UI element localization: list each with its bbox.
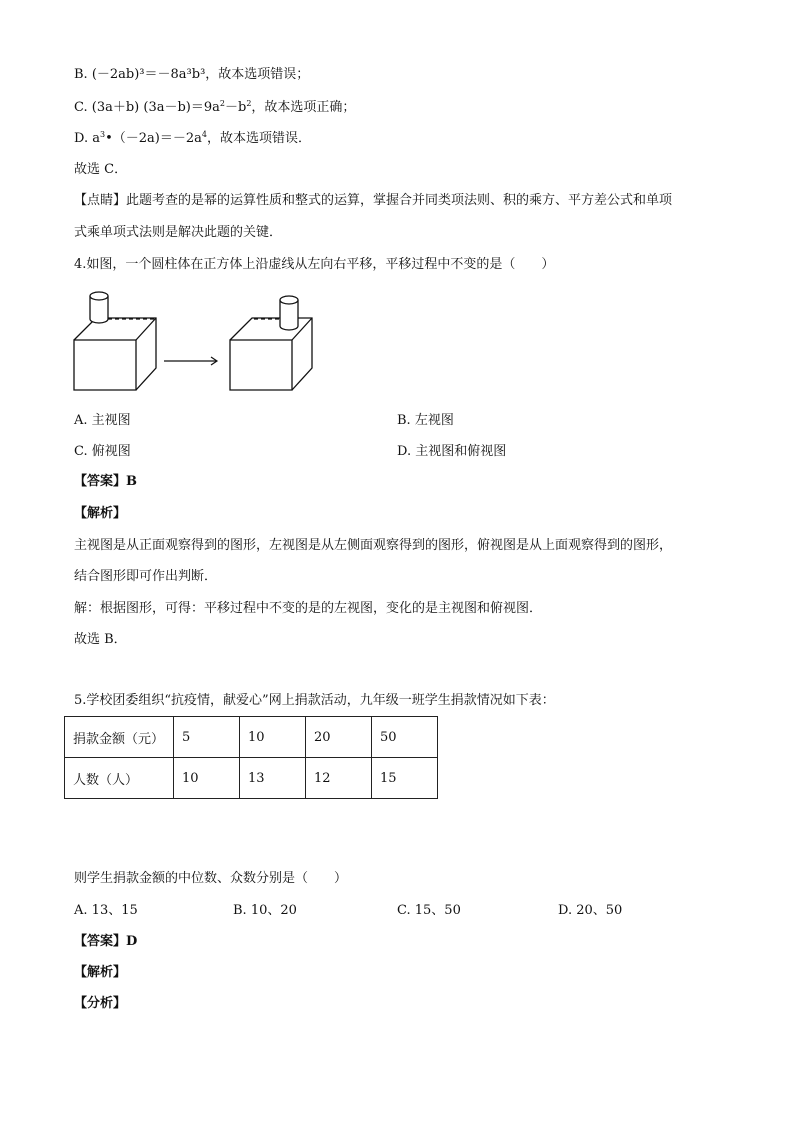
q4-option-a-label: A. [74, 413, 88, 428]
q4-option-d-label: D. [397, 444, 412, 459]
q4-option-a [74, 412, 131, 430]
remark-line-2: 式乘单项式法则是解决此题的关键． [74, 225, 283, 240]
q4-option-d-text: 主视图和俯视图 [415, 444, 507, 459]
line-c-mid: －b [224, 100, 247, 115]
table-cell: 12 [306, 758, 372, 799]
question-5-prompt: 则学生捐款金额的中位数、众数分别是（ ） [74, 871, 348, 886]
q4-analysis-line-4: 故选 B． [74, 632, 127, 647]
line-d-sup1: 3 [99, 130, 106, 139]
q4-analysis-line-3: 解：根据图形，可得：平移过程中不变的是的左视图，变化的是主视图和俯视图． [74, 601, 543, 616]
table-cell: 15 [372, 758, 438, 799]
q4-option-b-text: 左视图 [414, 413, 454, 428]
right-cube [230, 318, 312, 390]
left-cylinder-top [90, 292, 108, 300]
solution-line-b: B. (－2ab)³＝－8a³b³，故本选项错误； [74, 67, 310, 82]
question-4-stem: 4.如图，一个圆柱体在正方体上沿虚线从左向右平移，平移过程中不变的是（ ） [74, 257, 555, 272]
q5-option-b [233, 902, 297, 920]
table-row [65, 758, 438, 799]
q4-analysis-line-2: 结合图形即可作出判断． [74, 569, 218, 584]
q4-option-b-label: B. [397, 413, 411, 428]
q5-answer: 【答案】D [74, 934, 138, 949]
table-cell: 5 [174, 717, 240, 758]
q4-analysis-line-1: 主视图是从正面观察得到的图形，左视图是从左侧面观察得到的图形，俯视图是从上面观察得到的图形， [74, 538, 673, 553]
line-d-mid: •（－2a)＝－2a [105, 131, 202, 146]
right-cube-back [230, 318, 312, 390]
line-c-pre: C. (3a＋b) (3a－b)＝9a [74, 100, 220, 115]
q5-option-a [74, 902, 138, 920]
left-cube-back [74, 318, 156, 390]
q5-option-a-label: A. [74, 903, 88, 918]
q5-option-d-label: D. [558, 903, 573, 918]
table-row [65, 717, 438, 758]
right-cube-front [230, 340, 292, 390]
q4-option-b [397, 412, 454, 430]
table-cell: 20 [306, 717, 372, 758]
left-cube [74, 318, 156, 390]
right-cylinder-top [280, 296, 298, 304]
line-d-pre: D. a [74, 131, 100, 146]
line-c-sup2: 2 [246, 99, 252, 108]
right-arrow-icon [164, 357, 217, 365]
q4-option-c [74, 443, 131, 461]
donation-table [64, 716, 438, 799]
line-c-sup1: 2 [219, 99, 225, 108]
q5-option-b-text: 10、20 [250, 903, 297, 918]
q4-analysis-title: 【解析】 [74, 506, 127, 521]
q5-option-d [558, 902, 622, 920]
q5-option-c [397, 902, 461, 920]
left-cylinder [90, 292, 108, 323]
q5-option-a-text: 13、15 [91, 903, 138, 918]
table-cell: 捐款金额（元） [65, 717, 174, 758]
table-cell: 人数（人） [65, 758, 174, 799]
q4-option-d [397, 443, 506, 461]
q5-option-c-text: 15、50 [414, 903, 461, 918]
q4-option-a-text: 主视图 [91, 413, 131, 428]
q5-option-b-label: B. [233, 903, 247, 918]
left-cube-edge [136, 318, 156, 340]
question-5-stem: 5.学校团委组织“抗疫情，献爱心”网上捐款活动，九年级一班学生捐款情况如下表： [74, 693, 555, 708]
line-c-post: ，故本选项正确； [251, 100, 356, 115]
table-cell: 10 [174, 758, 240, 799]
q5-option-c-label: C. [397, 903, 411, 918]
q4-option-c-label: C. [74, 444, 88, 459]
table-cell: 13 [240, 758, 306, 799]
choice-c-conclusion: 故选 C． [74, 162, 128, 177]
cube-cylinder-figure [66, 286, 326, 396]
q4-answer: 【答案】B [74, 474, 137, 489]
line-d-sup2: 4 [201, 130, 207, 139]
left-cube-front [74, 340, 136, 390]
q5-option-d-text: 20、50 [576, 903, 623, 918]
q5-analysis-subtitle: 【分析】 [74, 996, 127, 1011]
remark-line-1: 【点睛】此题考查的是幂的运算性质和整式的运算，掌握合并同类项法则、积的乘方、平方差公式和单项 [74, 193, 673, 208]
solution-line-c [74, 99, 355, 117]
solution-line-d [74, 130, 311, 148]
table-cell: 50 [372, 717, 438, 758]
q5-analysis-title: 【解析】 [74, 965, 127, 980]
q4-option-c-text: 俯视图 [91, 444, 131, 459]
line-d-post: ，故本选项错误． [206, 131, 311, 146]
table-cell: 10 [240, 717, 306, 758]
right-cylinder [280, 296, 298, 330]
